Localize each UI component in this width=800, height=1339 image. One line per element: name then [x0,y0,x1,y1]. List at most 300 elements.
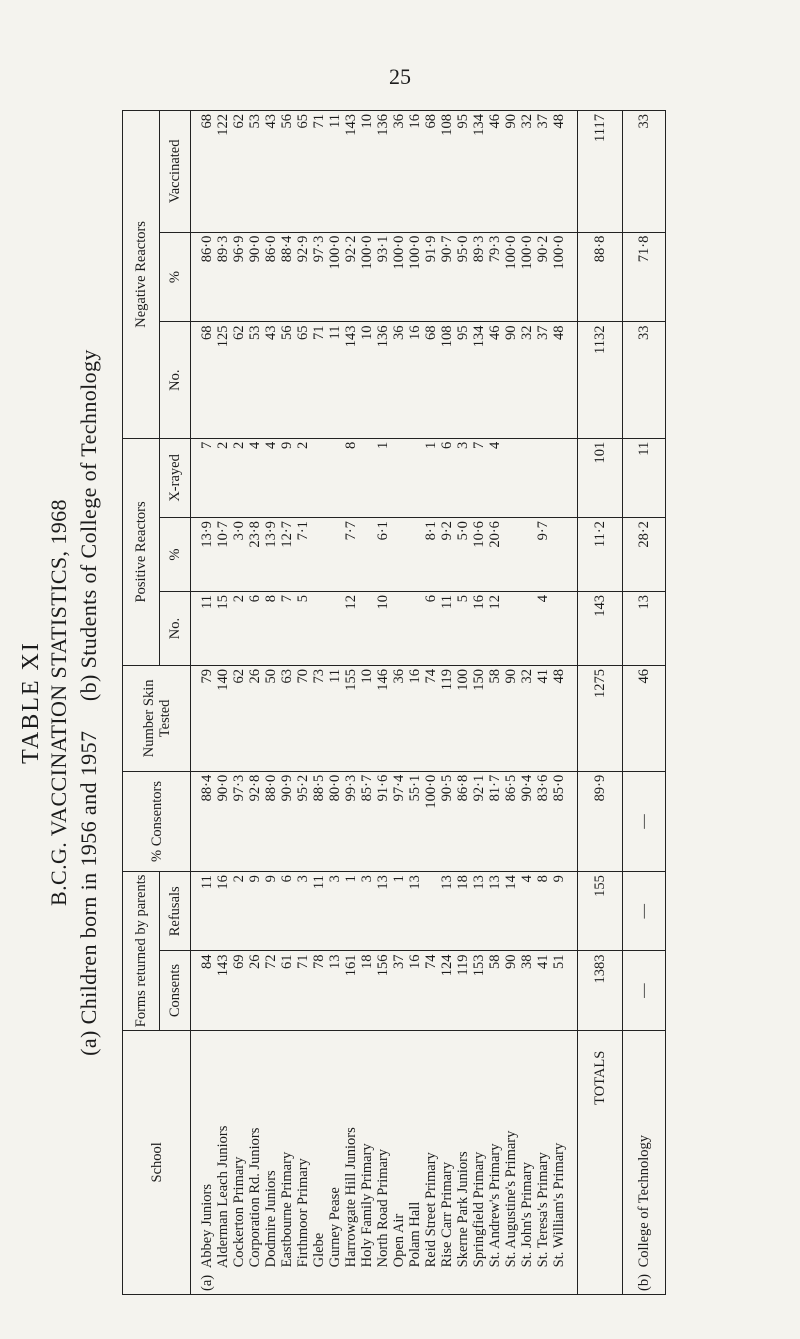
cell-neg-no: 71 [311,322,327,438]
col-consents: Consents [160,951,191,1030]
school-name: Cockerton Primary [231,1156,247,1268]
cell-vacc: 10 [359,111,375,233]
cell-vacc: 53 [247,111,263,233]
cell-pos-pct [391,518,407,592]
cell-neg-pct: 100·0 [503,232,519,322]
cell-tested: 90 [503,666,519,772]
cell-refusals: 18 [455,872,471,951]
cell-pct-consentors: 91·6 [375,771,391,871]
school-cell [343,1030,359,1294]
cell-neg-pct: 90·0 [247,232,263,322]
bcg-statistics-table [122,110,666,1295]
cell-xray: 1 [375,438,391,517]
cell-vacc: 95 [455,111,471,233]
cell-pos-no: 11 [191,592,216,666]
cell-consents: 16 [407,951,423,1030]
cell-consents: 90 [503,951,519,1030]
cell-pos-pct: 8·1 [423,518,439,592]
cell-vacc: 36 [391,111,407,233]
cell-refusals: 3 [359,872,375,951]
col-pct-consentors: % Consentors [123,771,191,871]
cell-neg-pct: 100·0 [551,232,578,322]
cell-neg-pct: 100·0 [407,232,423,322]
cell-pos-pct: 13·9 [263,518,279,592]
cell-refusals: 13 [471,872,487,951]
school-name: Alderman Leach Juniors [215,1125,231,1269]
cell-neg-pct: 95·0 [455,232,471,322]
cell-refusals: 2 [231,872,247,951]
cell-vacc: 108 [439,111,455,233]
cell-pct-consentors: 83·6 [535,771,551,871]
cell-neg-no: 62 [231,322,247,438]
school-cell [191,1030,216,1294]
cell-neg-pct: 93·1 [375,232,391,322]
school-cell [551,1030,578,1294]
cell-pos-no: 12 [487,592,503,666]
cell-pos-no: 11 [439,592,455,666]
cell-pos-pct [407,518,423,592]
cell-consents: 13 [327,951,343,1030]
cell-xray [391,438,407,517]
cell-xray [359,438,375,517]
totals-tested: 1275 [578,666,623,772]
cell-vacc: 37 [535,111,551,233]
cell-tested: 79 [191,666,216,772]
cell-refusals: 1 [343,872,359,951]
cell-pos-no: 5 [455,592,471,666]
cell-pct-consentors: 90·5 [439,771,455,871]
cell-pos-no: 4 [535,592,551,666]
cell-xray: 7 [471,438,487,517]
school-name: Open Air [391,1213,407,1268]
cell-refusals: 11 [191,872,216,951]
college-name: College of Technology [636,1134,652,1268]
cell-neg-no: 143 [343,322,359,438]
cell-pos-no [311,592,327,666]
cell-pct-consentors: 92·1 [471,771,487,871]
table-row [343,111,359,1295]
cell-neg-pct: 89·3 [471,232,487,322]
cell-pct-consentors: 55·1 [407,771,423,871]
school-cell [503,1030,519,1294]
cell-pct-consentors: 88·5 [311,771,327,871]
cell-neg-no: 10 [359,322,375,438]
table-row [407,111,423,1295]
college-neg-no: 33 [623,322,666,438]
cell-refusals: 13 [375,872,391,951]
cell-pct-consentors: 86·5 [503,771,519,871]
cell-pct-consentors: 81·7 [487,771,503,871]
cell-tested: 58 [487,666,503,772]
cell-refusals: 1 [391,872,407,951]
school-cell [247,1030,263,1294]
cell-pct-consentors: 90·9 [279,771,295,871]
rotated-table-page [14,110,784,1295]
cell-vacc: 122 [215,111,231,233]
totals-neg-no: 1132 [578,322,623,438]
table-row [247,111,263,1295]
cell-neg-no: 32 [519,322,535,438]
cell-pos-pct: 12·7 [279,518,295,592]
cell-neg-pct: 92·9 [295,232,311,322]
cell-xray: 4 [263,438,279,517]
school-name: Skerne Park Juniors [455,1151,471,1268]
cell-vacc: 11 [327,111,343,233]
cell-pos-pct: 3·0 [231,518,247,592]
cell-xray [551,438,578,517]
school-name: Reid Street Primary [423,1152,439,1268]
cell-consents: 72 [263,951,279,1030]
table-row [359,111,375,1295]
school-cell [423,1030,439,1294]
cell-xray [407,438,423,517]
cell-pos-pct [327,518,343,592]
col-xrayed: X-rayed [160,438,191,517]
totals-row [578,111,623,1295]
col-positive-reactors: Positive Reactors [123,438,160,665]
table-row [279,111,295,1295]
cell-xray: 1 [423,438,439,517]
cell-pos-no [503,592,519,666]
school-cell [439,1030,455,1294]
cell-pos-no: 6 [423,592,439,666]
totals-pos-no: 143 [578,592,623,666]
college-consents: — [623,951,666,1030]
table-subtitle: (a) Children born in 1956 and 1957 (b) Students of College of Technology [76,349,101,1056]
cell-pct-consentors: 97·4 [391,771,407,871]
totals-vacc: 1117 [578,111,623,233]
cell-consents: 71 [295,951,311,1030]
section-label-a: (a) [199,1274,215,1291]
cell-xray [503,438,519,517]
cell-pos-pct: 10·6 [471,518,487,592]
table-row [215,111,231,1295]
school-cell [327,1030,343,1294]
col-forms-returned: Forms returned by parents [123,872,160,1031]
cell-refusals: 16 [215,872,231,951]
cell-neg-pct: 92·2 [343,232,359,322]
cell-tested: 100 [455,666,471,772]
cell-neg-no: 108 [439,322,455,438]
cell-neg-pct: 90·2 [535,232,551,322]
cell-tested: 50 [263,666,279,772]
cell-tested: 32 [519,666,535,772]
cell-consents: 153 [471,951,487,1030]
cell-xray: 4 [247,438,263,517]
totals-refusals: 155 [578,872,623,951]
cell-consents: 61 [279,951,295,1030]
school-cell [535,1030,551,1294]
cell-pos-no: 16 [471,592,487,666]
table-title: B.C.G. VACCINATION STATISTICS, 1968 [46,499,71,906]
cell-pos-no: 6 [247,592,263,666]
cell-pct-consentors: 85·0 [551,771,578,871]
school-cell [375,1030,391,1294]
totals-pos-pct: 11·2 [578,518,623,592]
totals-label: TOTALS [578,1030,623,1294]
cell-neg-no: 68 [423,322,439,438]
cell-refusals: 13 [487,872,503,951]
cell-refusals: 4 [519,872,535,951]
cell-pct-consentors: 100·0 [423,771,439,871]
cell-pos-no: 10 [375,592,391,666]
cell-refusals: 11 [311,872,327,951]
cell-neg-no: 95 [455,322,471,438]
col-neg-no: No. [160,322,191,438]
totals-xray: 101 [578,438,623,517]
cell-neg-pct: 90·7 [439,232,455,322]
cell-vacc: 62 [231,111,247,233]
cell-pos-no: 15 [215,592,231,666]
table-row [295,111,311,1295]
cell-tested: 74 [423,666,439,772]
cell-consents: 58 [487,951,503,1030]
cell-tested: 16 [407,666,423,772]
school-name: Dodmire Juniors [263,1170,279,1268]
cell-pos-pct [503,518,519,592]
cell-refusals: 9 [263,872,279,951]
table-row [375,111,391,1295]
cell-consents: 161 [343,951,359,1030]
cell-neg-no: 43 [263,322,279,438]
table-row [263,111,279,1295]
college-refusals: — [623,872,666,951]
cell-pos-pct [519,518,535,592]
col-negative-reactors: Negative Reactors [123,111,160,439]
cell-vacc: 134 [471,111,487,233]
table-row [455,111,471,1295]
school-name: Gurney Pease [327,1187,343,1268]
cell-tested: 140 [215,666,231,772]
col-neg-pct: % [160,232,191,322]
cell-tested: 62 [231,666,247,772]
cell-vacc: 71 [311,111,327,233]
cell-consents: 74 [423,951,439,1030]
cell-xray: 8 [343,438,359,517]
cell-vacc: 48 [551,111,578,233]
cell-neg-no: 37 [535,322,551,438]
col-school: School [123,1030,191,1294]
table-row [535,111,551,1295]
cell-neg-no: 134 [471,322,487,438]
col-number-skin-tested: Number Skin Tested [123,666,191,772]
cell-pos-pct: 7·7 [343,518,359,592]
school-name: Abbey Juniors [199,1183,215,1269]
school-name: St. Andrew's Primary [487,1143,503,1268]
cell-refusals: 9 [247,872,263,951]
cell-tested: 155 [343,666,359,772]
cell-pos-pct: 9·7 [535,518,551,592]
cell-neg-pct: 100·0 [519,232,535,322]
school-name: Springfield Primary [471,1151,487,1268]
cell-vacc: 136 [375,111,391,233]
school-cell [471,1030,487,1294]
cell-refusals: 13 [439,872,455,951]
cell-xray [519,438,535,517]
cell-pos-pct: 9·2 [439,518,455,592]
table-row [551,111,578,1295]
college-vacc: 33 [623,111,666,233]
cell-pct-consentors: 88·0 [263,771,279,871]
cell-neg-pct: 100·0 [359,232,375,322]
cell-pos-no [391,592,407,666]
cell-neg-no: 48 [551,322,578,438]
college-xray: 11 [623,438,666,517]
college-pct-consentors: — [623,771,666,871]
cell-xray: 3 [455,438,471,517]
cell-pct-consentors: 86·8 [455,771,471,871]
school-cell [391,1030,407,1294]
cell-consents: 119 [455,951,471,1030]
school-cell [455,1030,471,1294]
totals-neg-pct: 88·8 [578,232,623,322]
table-row [391,111,407,1295]
cell-neg-no: 46 [487,322,503,438]
table-row [191,111,216,1295]
cell-consents: 156 [375,951,391,1030]
table-row [311,111,327,1295]
cell-pos-pct: 6·1 [375,518,391,592]
cell-neg-no: 90 [503,322,519,438]
cell-vacc: 16 [407,111,423,233]
cell-vacc: 46 [487,111,503,233]
cell-tested: 73 [311,666,327,772]
cell-consents: 51 [551,951,578,1030]
cell-consents: 124 [439,951,455,1030]
college-school [623,1030,666,1294]
school-name: Glebe [311,1232,327,1268]
cell-consents: 18 [359,951,375,1030]
cell-pos-pct: 23·8 [247,518,263,592]
cell-neg-no: 53 [247,322,263,438]
school-cell [215,1030,231,1294]
cell-refusals: 13 [407,872,423,951]
school-rows [191,111,578,1295]
school-cell [407,1030,423,1294]
cell-vacc: 32 [519,111,535,233]
cell-refusals: 14 [503,872,519,951]
school-cell [311,1030,327,1294]
cell-pos-no: 8 [263,592,279,666]
cell-pct-consentors: 90·4 [519,771,535,871]
cell-pos-no [407,592,423,666]
cell-vacc: 90 [503,111,519,233]
cell-pos-no: 7 [279,592,295,666]
college-pos-no: 13 [623,592,666,666]
cell-pos-pct [551,518,578,592]
table-number: TABLE XI [18,641,44,764]
cell-neg-pct: 86·0 [263,232,279,322]
school-cell [359,1030,375,1294]
col-pos-no: No. [160,592,191,666]
cell-pos-pct: 20·6 [487,518,503,592]
cell-tested: 11 [327,666,343,772]
college-tested: 46 [623,666,666,772]
school-cell [487,1030,503,1294]
cell-pos-no: 12 [343,592,359,666]
cell-neg-pct: 97·3 [311,232,327,322]
cell-xray: 2 [215,438,231,517]
school-name: St. William's Primary [551,1142,567,1268]
totals-pct-consentors: 89·9 [578,771,623,871]
cell-neg-no: 36 [391,322,407,438]
cell-pos-pct: 5·0 [455,518,471,592]
totals-consents: 1383 [578,951,623,1030]
cell-pct-consentors: 85·7 [359,771,375,871]
cell-pos-pct [359,518,375,592]
col-vaccinated: Vaccinated [160,111,191,233]
table-row [519,111,535,1295]
table-row [327,111,343,1295]
cell-pos-no [551,592,578,666]
cell-consents: 37 [391,951,407,1030]
school-cell [231,1030,247,1294]
section-label-b: (b) [636,1274,652,1291]
cell-tested: 150 [471,666,487,772]
cell-xray: 9 [279,438,295,517]
cell-xray: 7 [191,438,216,517]
cell-neg-pct: 79·3 [487,232,503,322]
cell-neg-pct: 91·9 [423,232,439,322]
cell-xray [535,438,551,517]
cell-neg-no: 68 [191,322,216,438]
school-name: Corporation Rd. Juniors [247,1127,263,1268]
cell-vacc: 68 [191,111,216,233]
school-name: St. Augustine's Primary [503,1130,519,1268]
cell-neg-pct: 100·0 [327,232,343,322]
table-row [503,111,519,1295]
cell-pos-pct: 10·7 [215,518,231,592]
cell-tested: 146 [375,666,391,772]
college-pos-pct: 28·2 [623,518,666,592]
cell-neg-pct: 96·9 [231,232,247,322]
cell-consents: 78 [311,951,327,1030]
cell-vacc: 43 [263,111,279,233]
table-row [487,111,503,1295]
cell-tested: 41 [535,666,551,772]
cell-pos-pct: 13·9 [191,518,216,592]
college-row [623,111,666,1295]
page-number: 25 [389,64,411,89]
cell-neg-no: 56 [279,322,295,438]
cell-consents: 26 [247,951,263,1030]
school-name: Harrowgate Hill Juniors [343,1127,359,1268]
cell-xray: 2 [295,438,311,517]
college-neg-pct: 71·8 [623,232,666,322]
table-row [423,111,439,1295]
cell-tested: 119 [439,666,455,772]
cell-pct-consentors: 99·3 [343,771,359,871]
school-cell [519,1030,535,1294]
school-name: Rise Carr Primary [439,1161,455,1268]
cell-pos-pct [311,518,327,592]
cell-consents: 143 [215,951,231,1030]
cell-pos-no: 2 [231,592,247,666]
cell-refusals: 3 [327,872,343,951]
cell-neg-no: 125 [215,322,231,438]
cell-xray: 4 [487,438,503,517]
col-refusals: Refusals [160,872,191,951]
school-cell [279,1030,295,1294]
cell-neg-pct: 89·3 [215,232,231,322]
cell-refusals [423,872,439,951]
cell-pos-pct: 7·1 [295,518,311,592]
cell-xray [327,438,343,517]
cell-vacc: 56 [279,111,295,233]
cell-pos-no [519,592,535,666]
cell-pct-consentors: 88·4 [191,771,216,871]
cell-vacc: 68 [423,111,439,233]
